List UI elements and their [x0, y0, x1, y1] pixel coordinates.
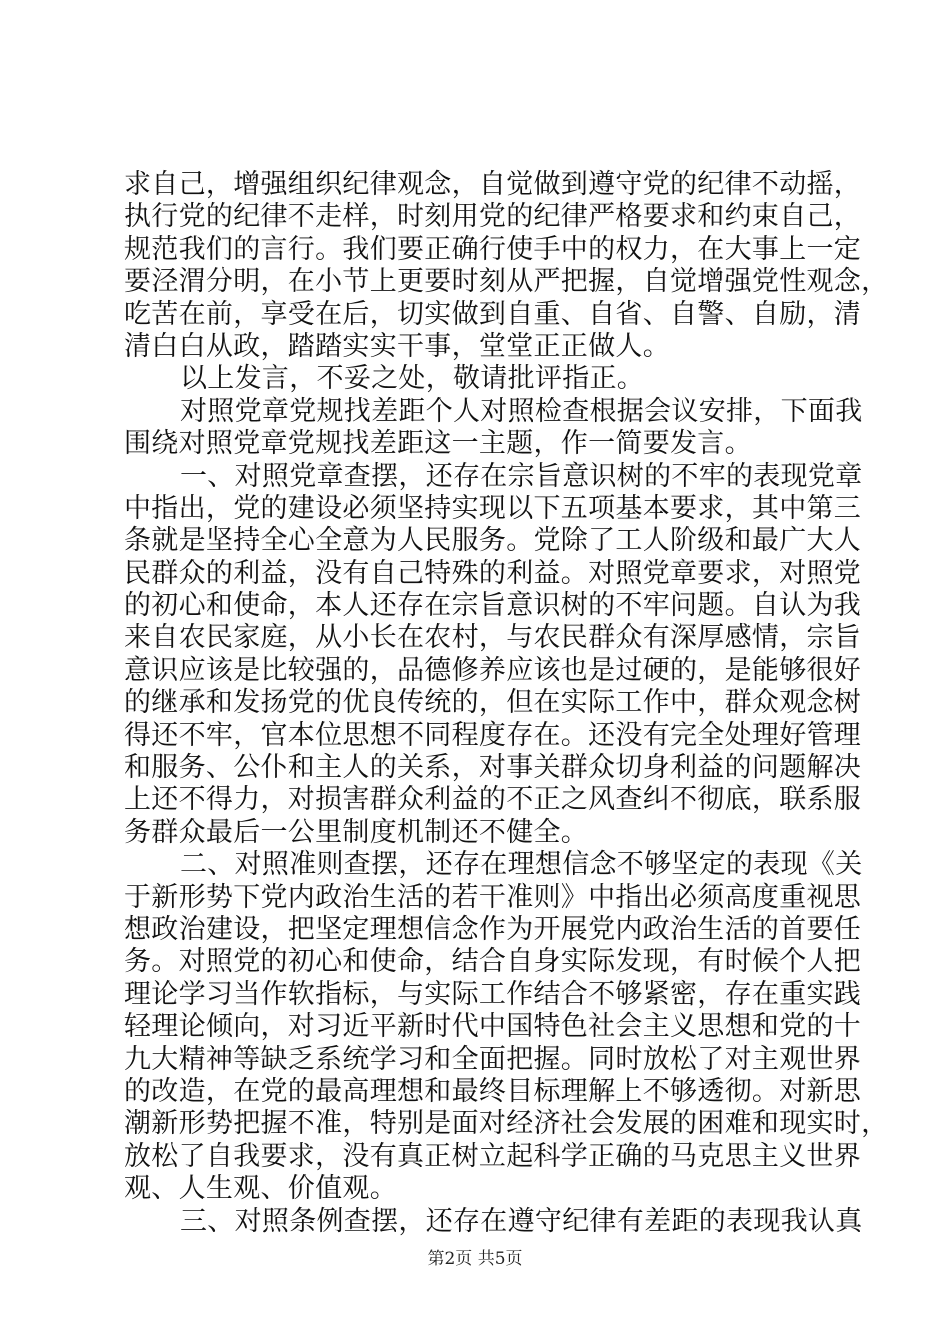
text-line: 想政治建设，把坚定理想信念作为开展党内政治生活的首要任: [124, 913, 862, 945]
text-line: 清白白从政，踏踏实实干事，堂堂正正做人。: [124, 330, 670, 362]
text-line: 条就是坚持全心全意为人民服务。党除了工人阶级和最广大人: [124, 525, 862, 557]
text-line: 上还不得力，对损害群众利益的不正之风查纠不彻底，联系服: [124, 784, 862, 816]
text-line: 求自己，增强组织纪律观念，自觉做到遵守党的纪律不动摇，: [124, 169, 862, 200]
text-line: 的继承和发扬党的优良传统的，但在实际工作中，群众观念树: [124, 687, 862, 719]
text-line: 二、对照准则查摆，还存在理想信念不够坚定的表现《关: [180, 849, 863, 881]
text-line: 放松了自我要求，没有真正树立起科学正确的马克思主义世界: [124, 1140, 862, 1172]
text-line: 民群众的利益，没有自己特殊的利益。对照党章要求，对照党: [124, 557, 862, 589]
text-line: 和服务、公仆和主人的关系，对事关群众切身利益的问题解决: [124, 752, 862, 784]
text-line: 一、对照党章查摆，还存在宗旨意识树的不牢的表现党章: [180, 460, 863, 492]
text-line: 吃苦在前，享受在后，切实做到自重、自省、自警、自励，清: [124, 298, 862, 330]
text-line: 要泾渭分明，在小节上更要时刻从严把握，自觉增强党性观念，: [124, 266, 889, 298]
text-line: 的初心和使命，本人还存在宗旨意识树的不牢问题。自认为我: [124, 590, 862, 622]
text-line: 理论学习当作软指标，与实际工作结合不够紧密，存在重实践: [124, 978, 862, 1010]
text-line: 规范我们的言行。我们要正确行使手中的权力，在大事上一定: [124, 233, 862, 265]
text-line: 中指出，党的建设必须坚持实现以下五项基本要求，其中第三: [124, 492, 862, 524]
text-line: 意识应该是比较强的，品德修养应该也是过硬的，是能够很好: [124, 654, 862, 686]
text-line: 执行党的纪律不走样，时刻用党的纪律严格要求和约束自己，: [124, 201, 862, 233]
text-line: 潮新形势把握不准，特别是面对经济社会发展的困难和现实时，: [124, 1108, 889, 1140]
page-footer: [0, 1244, 950, 1269]
page-number: 第2页 共5页: [427, 1249, 523, 1269]
text-line: 三、对照条例查摆，还存在遵守纪律有差距的表现我认真: [180, 1205, 863, 1237]
text-line: 围绕对照党章党规找差距这一主题，作一简要发言。: [124, 428, 752, 460]
text-line: 以上发言，不妥之处，敬请批评指正。: [180, 363, 645, 395]
text-line: 于新形势下党内政治生活的若干准则》中指出必须高度重视思: [124, 881, 862, 913]
text-line: 观、人生观、价值观。: [124, 1173, 397, 1205]
text-line: 来自农民家庭，从小长在农村，与农民群众有深厚感情，宗旨: [124, 622, 862, 654]
text-line: 务。对照党的初心和使命，结合自身实际发现，有时候个人把: [124, 946, 862, 978]
text-line: 务群众最后一公里制度机制还不健全。: [124, 816, 589, 848]
text-line: 九大精神等缺乏系统学习和全面把握。同时放松了对主观世界: [124, 1043, 862, 1075]
text-line: 对照党章党规找差距个人对照检查根据会议安排，下面我: [180, 395, 863, 427]
document-body: [124, 169, 889, 1238]
text-line: 轻理论倾向，对习近平新时代中国特色社会主义思想和党的十: [124, 1011, 862, 1043]
text-line: 得还不牢，官本位思想不同程度存在。还没有完全处理好管理: [124, 719, 862, 751]
text-line: 的改造，在党的最高理想和最终目标理解上不够透彻。对新思: [124, 1075, 862, 1107]
